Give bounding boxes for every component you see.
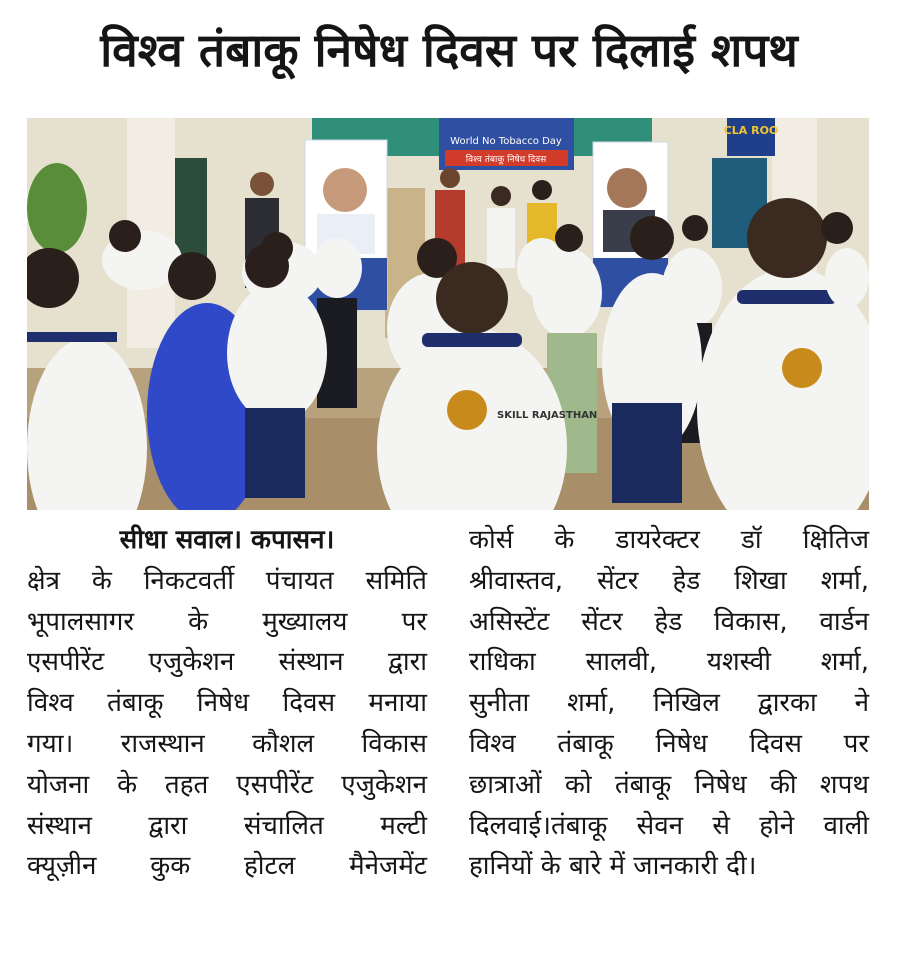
headline: विश्व तंबाकू निषेध दिवस पर दिलाई शपथ: [100, 23, 798, 77]
article-line: गया। राजस्थान कौशल विकास: [27, 728, 427, 759]
article-line: छात्राओं को तंबाकू निषेध की शपथ: [469, 769, 869, 800]
article-line: श्रीवास्तव, सेंटर हेड शिखा शर्मा,: [469, 565, 869, 596]
article-line: योजना के तहत एसपीरेंट एजुकेशन: [27, 769, 427, 800]
room-sign: CLA ROO: [723, 124, 779, 137]
article-line: भूपालसागर के मुख्यालय पर: [27, 606, 427, 637]
banner-title: World No Tobacco Day: [450, 136, 562, 147]
article-line: असिस्टेंट सेंटर हेड विकास, वार्डन: [469, 606, 869, 637]
dateline: सीधा सवाल। कपासन।: [119, 525, 335, 555]
article-line: संस्थान द्वारा संचालित मल्टी: [27, 810, 427, 841]
article-line: राधिका सालवी, यशस्वी शर्मा,: [469, 647, 869, 678]
article-line: हानियों के बारे में जानकारी दी।: [469, 851, 757, 882]
article-line: सुनीता शर्मा, निखिल द्वारका ने: [469, 688, 869, 719]
banner: [439, 118, 574, 170]
article-line: एसपीरेंट एजुकेशन संस्थान द्वारा: [27, 647, 427, 678]
article-line: क्यूज़ीन कुक होटल मैनेजमेंट: [27, 851, 427, 882]
article-line: विश्व तंबाकू निषेध दिवस पर: [469, 728, 869, 759]
article-column-left: [27, 520, 427, 887]
article-line: कोर्स के डायरेक्टर डॉ क्षितिज: [469, 525, 869, 555]
article-line: विश्व तंबाकू निषेध दिवस मनाया: [27, 688, 427, 719]
article-column-right: [469, 520, 869, 887]
news-photo: [27, 118, 869, 510]
shirt-logo-text: SKILL RAJASTHAN: [497, 410, 598, 421]
article-line: [27, 520, 427, 561]
article-line: क्षेत्र के निकटवर्ती पंचायत समिति: [27, 565, 427, 596]
banner-subtitle: विश्व तंबाकू निषेध दिवस: [465, 155, 547, 165]
article-line: दिलवाई।तंबाकू सेवन से होने वाली: [469, 810, 869, 841]
